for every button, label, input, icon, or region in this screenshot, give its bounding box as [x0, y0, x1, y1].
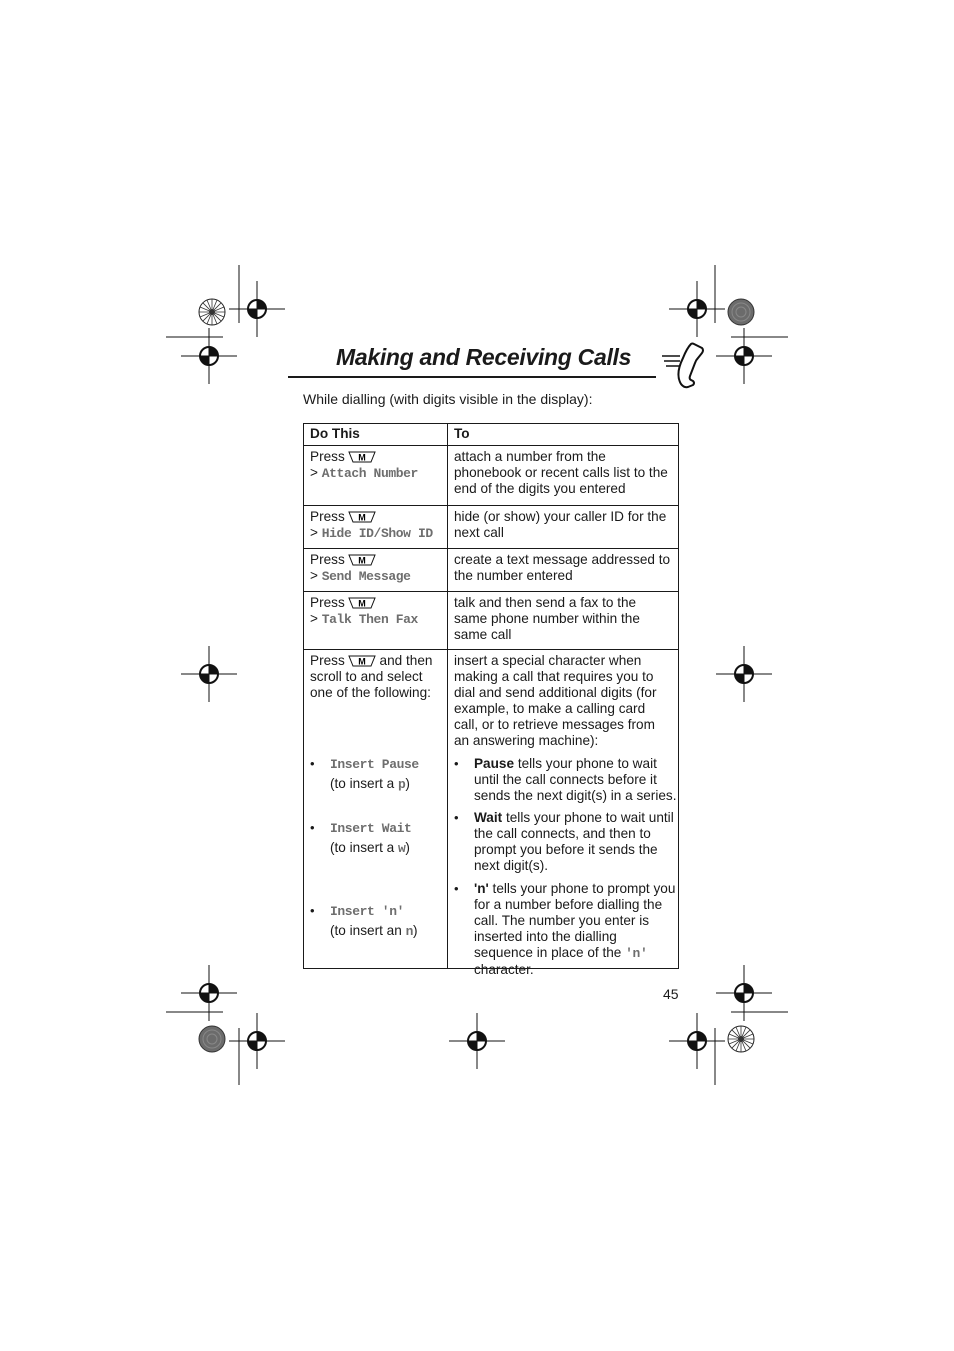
menu-key-icon: [348, 554, 376, 566]
option-name: Wait: [473, 810, 503, 825]
menu-command: Talk Then Fax: [321, 612, 418, 627]
menu-command: Attach Number: [321, 466, 418, 481]
press-label: Press: [310, 653, 345, 668]
scroll-instruction: and then scroll to and select one of the following:: [310, 653, 433, 700]
to-cell: insert a special character when making a call that requires you to dial and send additional digits (for example, to make a calling card call, or to retrieve messages from an answering machine): • Pause tells your phone to wait until the call connects before it sends the next digit(s) in a series. • Wait tells your phone to wait until the call connects, and then to prompt you before it sends the next digit(s). • 'n' tells your phone to prompt you for a number before dialling the call. The number you enter is inserted into the dialling sequence in place of the 'n' character.: [447, 650, 678, 969]
special-character-description: insert a special character when making a call that requires you to dial and send additional digits (for example, to make a calling card call, or to retrieve messages from an answering machine):: [453, 653, 657, 748]
menu-key-icon: [348, 511, 376, 523]
table-row: [304, 592, 679, 650]
table-row: [304, 506, 679, 549]
action-table: [303, 423, 679, 977]
menu-command: Send Message: [321, 569, 411, 584]
table-row: [304, 446, 679, 506]
title-rule: [288, 376, 656, 378]
option-note: (to insert an n): [330, 923, 418, 939]
telephone-handset-icon: [660, 340, 710, 390]
separator: >: [310, 568, 318, 583]
option-note: (to insert a p): [330, 776, 410, 792]
svg-text:M: M: [358, 598, 366, 609]
page-number: 45: [663, 986, 679, 1002]
separator: >: [310, 525, 318, 540]
menu-command: Insert Pause: [330, 757, 419, 772]
menu-key-icon: [348, 655, 376, 667]
do-this-cell: [304, 446, 448, 506]
menu-key-icon: [348, 597, 376, 609]
to-cell: hide (or show) your caller ID for the next call: [447, 506, 678, 549]
table-row: [304, 650, 679, 969]
to-cell: attach a number from the phonebook or recent calls list to the end of the digits you entered: [447, 446, 678, 506]
page-title: Making and Receiving Calls: [336, 344, 632, 370]
svg-text:M: M: [358, 512, 366, 523]
menu-command: Insert Wait: [330, 821, 412, 836]
press-label: Press: [310, 449, 345, 464]
column-header-do-this: Do This: [304, 424, 448, 446]
do-this-cell: Press M and then scroll to and select one of the following: • Insert Pause (to insert a p) • Insert Wait (to insert a w) • Insert 'n' (to insert an n): [304, 650, 448, 969]
svg-text:M: M: [358, 452, 366, 463]
do-this-cell: [304, 549, 448, 592]
menu-command: Insert 'n': [330, 904, 405, 919]
to-cell: create a text message addressed to the number entered: [447, 549, 678, 592]
menu-key-icon: [348, 451, 376, 463]
table-header-row: [304, 424, 679, 446]
column-header-to: To: [447, 424, 678, 446]
separator: >: [310, 611, 318, 626]
do-this-cell: [304, 592, 448, 650]
separator: >: [310, 465, 318, 480]
option-note: (to insert a w): [330, 840, 410, 856]
option-name: 'n': [473, 881, 489, 896]
do-this-cell: [304, 506, 448, 549]
option-name: Pause: [473, 756, 515, 771]
menu-command: Hide ID/Show ID: [321, 526, 433, 541]
svg-text:M: M: [358, 656, 366, 667]
svg-text:M: M: [358, 555, 366, 566]
press-label: Press: [310, 595, 345, 610]
press-label: Press: [310, 552, 345, 567]
press-label: Press: [310, 509, 345, 524]
table-row: [304, 549, 679, 592]
intro-text: While dialling (with digits visible in the display):: [303, 391, 593, 407]
to-cell: talk and then send a fax to the same phone number within the same call: [447, 592, 678, 650]
